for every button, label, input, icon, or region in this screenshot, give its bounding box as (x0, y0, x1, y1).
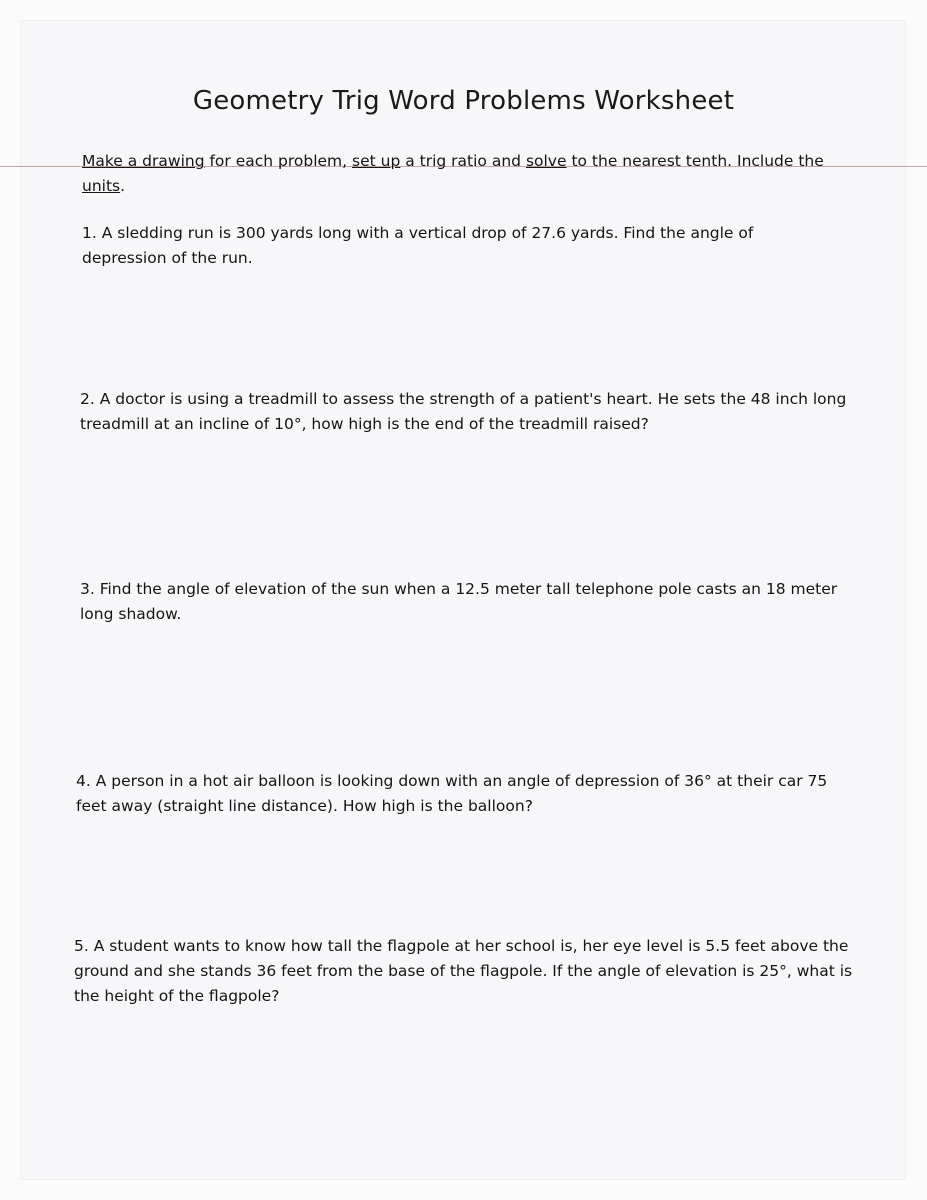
instructions (82, 149, 862, 199)
worksheet-title: Geometry Trig Word Problems Worksheet (192, 86, 735, 116)
instruction-set-up: set up (352, 152, 401, 170)
problem-4: 4. A person in a hot air balloon is looking down with an angle of depression of 36° at their car 75 feet away (straight line distance). How high is the balloon? (76, 772, 828, 815)
problem-2: 2. A doctor is using a treadmill to assess the strength of a patient's heart. He sets the 48 inch long treadmill at an incline of 10°, how high is the end of the treadmill raised? (80, 390, 847, 433)
problem-1: 1. A sledding run is 300 yards long with a vertical drop of 27.6 yards. Find the angle of depression of the run. (82, 224, 754, 267)
problem-3: 3. Find the angle of elevation of the sun when a 12.5 meter tall telephone pole casts an 18 meter long shadow. (80, 580, 838, 623)
instruction-units: units (82, 177, 121, 195)
instruction-text: a trig ratio and (400, 152, 526, 170)
instruction-text: . (120, 177, 126, 195)
instruction-text: for each problem, (204, 152, 353, 170)
instruction-solve: solve (525, 152, 567, 170)
instruction-text: to the nearest tenth. Include the (566, 152, 824, 170)
problem-5: 5. A student wants to know how tall the flagpole at her school is, her eye level is 5.5 feet above the ground and she stands 36 feet from the base of the flagpole. If the angle of elevation is 25°, what is the height of the flagpole? (74, 937, 853, 1005)
instruction-make-drawing: Make a drawing (82, 152, 205, 170)
